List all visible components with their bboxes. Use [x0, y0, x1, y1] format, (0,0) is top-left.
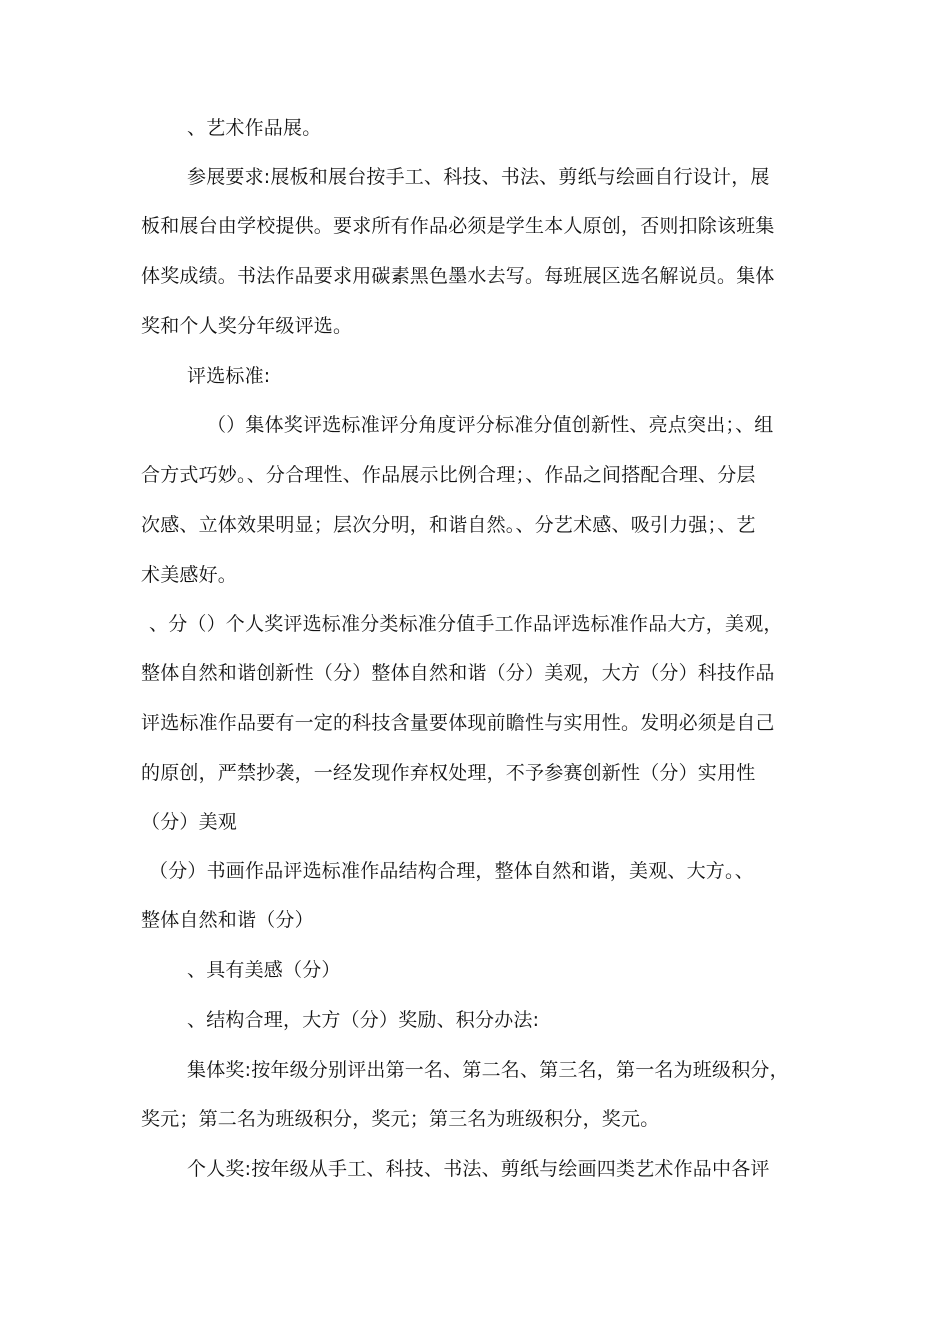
text-line: 评选标准:	[187, 365, 271, 387]
text-line: 、艺术作品展。	[187, 117, 322, 139]
text-line: 集体奖:按年级分别评出第一名、第二名、第三名，第一名为班级积分，	[187, 1059, 789, 1081]
text-line: 整体自然和谐创新性（分）整体自然和谐（分）美观，大方（分）科技作品	[141, 662, 775, 684]
text-line: 参展要求:展板和展台按手工、科技、书法、剪纸与绘画自行设计，展	[187, 166, 770, 188]
text-line: 奖和个人奖分年级评选。	[141, 315, 353, 337]
text-line: 、分（）个人奖评选标准分类标准分值手工作品评选标准作品大方，美观，	[149, 613, 783, 635]
text-line: （）集体奖评选标准评分角度评分标准分值创新性、亮点突出；、组	[207, 414, 774, 436]
text-line: （分）美观	[141, 811, 238, 833]
text-line: 、结构合理，大方（分）奖励、积分办法:	[187, 1009, 540, 1031]
text-line: （分）书画作品评选标准作品结构合理，整体自然和谐，美观、大方。、	[149, 860, 754, 882]
text-line: 整体自然和谐（分）	[141, 909, 314, 931]
text-line: 奖元；第二名为班级积分，奖元；第三名为班级积分，奖元。	[141, 1108, 660, 1130]
text-line: 、具有美感（分）	[187, 959, 341, 981]
text-line: 板和展台由学校提供。要求所有作品必须是学生本人原创，否则扣除该班集	[141, 215, 775, 237]
text-line: 评选标准作品要有一定的科技含量要体现前瞻性与实用性。发明必须是自己	[141, 712, 775, 734]
text-line: 术美感好。	[141, 564, 238, 586]
text-line: 合方式巧妙。、分合理性、作品展示比例合理；、作品之间搭配合理、分层	[141, 464, 756, 486]
text-line: 体奖成绩。书法作品要求用碳素黑色墨水去写。每班展区选名解说员。集体	[141, 265, 775, 287]
text-line: 次感、立体效果明显；层次分明，和谐自然。、分艺术感、吸引力强；、艺	[141, 514, 756, 536]
text-line: 个人奖:按年级从手工、科技、书法、剪纸与绘画四类艺术作品中各评	[187, 1158, 770, 1180]
text-line: 的原创，严禁抄袭，一经发现作弃权处理，不予参赛创新性（分）实用性	[141, 762, 756, 784]
